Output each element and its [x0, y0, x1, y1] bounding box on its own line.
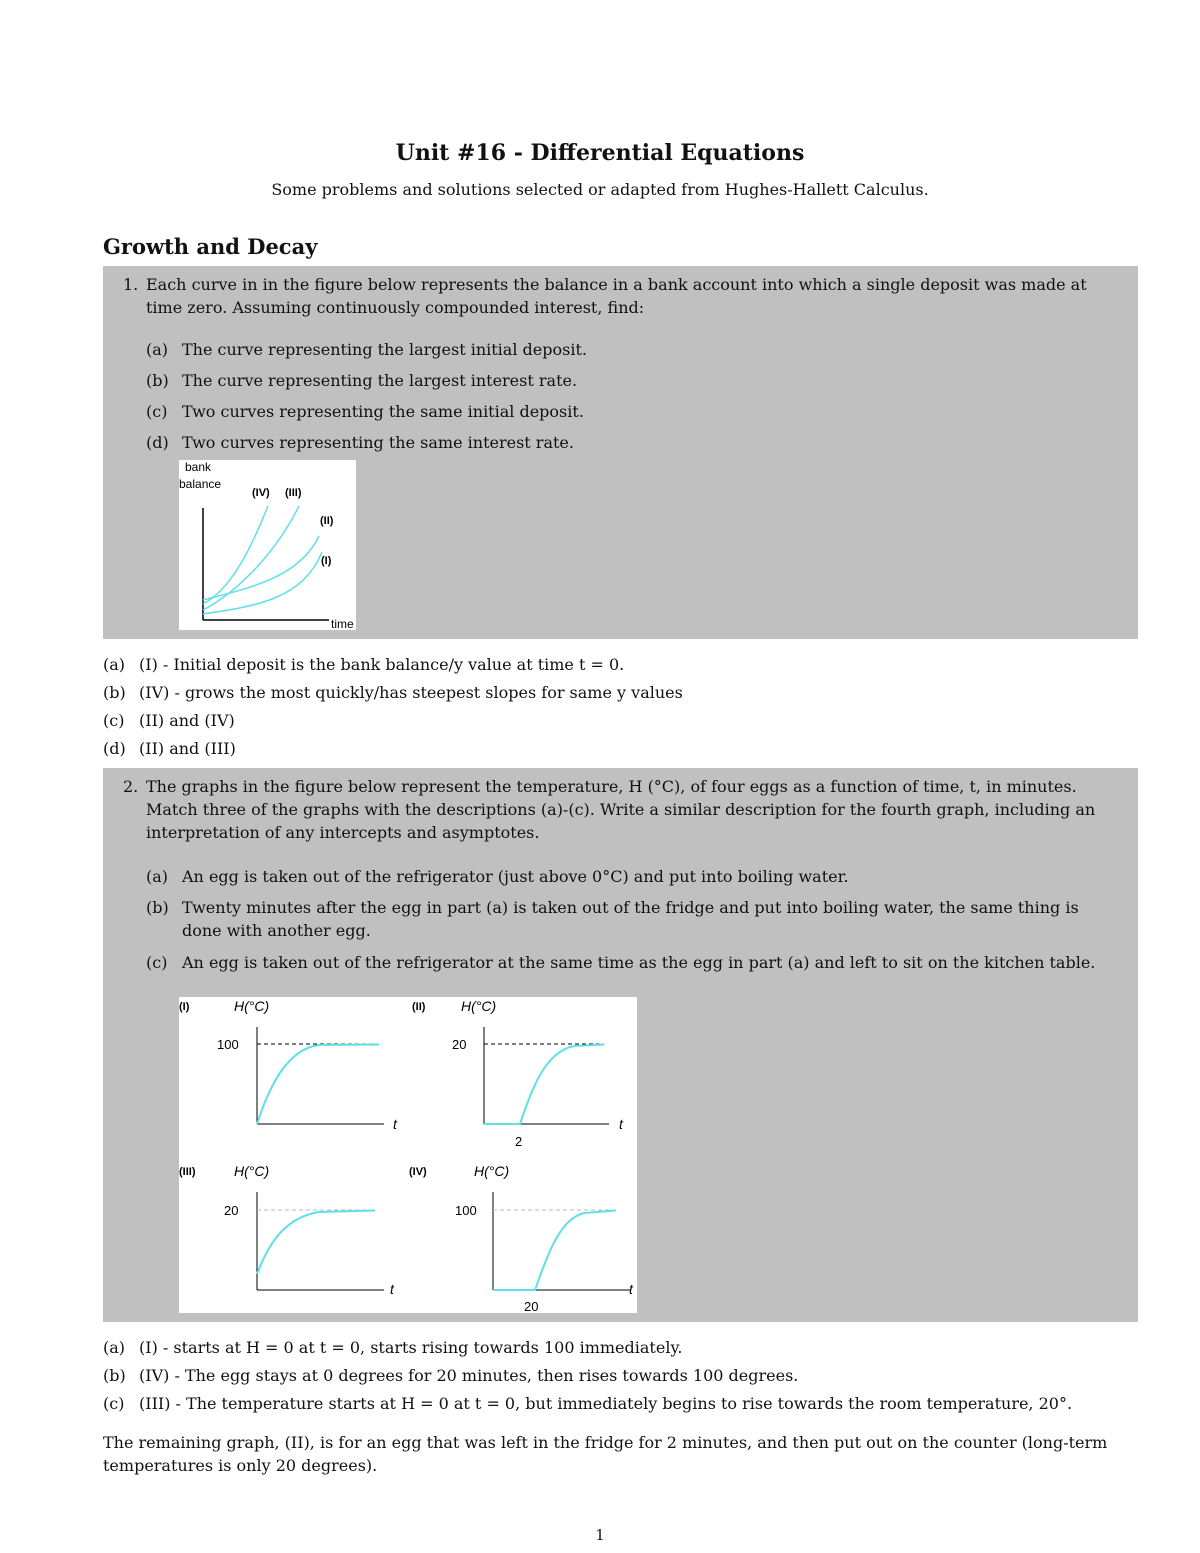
answer-label: (a) [103, 655, 126, 674]
answer-label: (a) [103, 1338, 126, 1357]
page-number: 1 [595, 1526, 605, 1544]
graph-I-id: (I) [179, 1001, 190, 1013]
part-text: Twenty minutes after the egg in part (a) is taken out of the fridge and put into boiling water, the same thing is done with another egg. [182, 898, 1079, 940]
part-text: Two curves representing the same initial deposit. [182, 402, 584, 421]
answer-text: (II) and (III) [139, 739, 236, 758]
curve-label-I: (I) [321, 555, 332, 567]
answer-label: (c) [103, 1394, 125, 1413]
curve-label-IV: (IV) [252, 487, 270, 499]
part-label: (d) [146, 433, 169, 452]
answer-label: (b) [103, 1366, 126, 1385]
answer-text: (IV) - The egg stays at 0 degrees for 20 minutes, then rises towards 100 degrees. [139, 1366, 799, 1385]
graph-I-curve [257, 1045, 379, 1125]
part-text: Two curves representing the same interest rate. [182, 433, 574, 452]
part-text: The curve representing the largest initial deposit. [182, 340, 587, 359]
answer-2c [103, 1392, 1143, 1415]
graph-II-curve [484, 1045, 604, 1125]
graph-I-asymptote-label: 100 [217, 1037, 239, 1052]
y-axis-label-line1: bank [185, 460, 212, 474]
curve-label-III: (III) [285, 487, 302, 499]
problem-1-part-c [146, 400, 584, 423]
problem-2-box [103, 768, 1138, 1322]
part-text: An egg is taken out of the refrigerator (just above 0°C) and put into boiling water. [182, 867, 849, 886]
egg-temperature-figure [179, 997, 637, 1313]
graph-I-ylabel: H(°C) [234, 998, 270, 1014]
graph-IV-delay-tick: 20 [524, 1299, 539, 1313]
answer-label: (b) [103, 683, 126, 702]
part-label: (a) [146, 867, 169, 886]
curve-IV [203, 506, 268, 604]
problem-1-part-a [146, 338, 587, 361]
graph-II-asymptote-label: 20 [452, 1037, 467, 1052]
answer-1a [103, 653, 624, 676]
remaining-graph-note: The remaining graph, (II), is for an egg that was left in the fridge for 2 minutes, and then put out on the counter (long-term temperatures is only 20 degrees). [103, 1433, 1108, 1475]
x-axis-label: time [331, 617, 354, 630]
egg-temperature-plots [179, 997, 637, 1313]
answer-text: (III) - The temperature starts at H = 0 at t = 0, but immediately begins to rise towards the room temperature, 20°. [139, 1394, 1073, 1413]
graph-I-xlabel: t [393, 1116, 397, 1132]
part-text: The curve representing the largest interest rate. [182, 371, 578, 390]
problem-1-part-d [146, 431, 574, 454]
part-text: An egg is taken out of the refrigerator at the same time as the egg in part (a) and left to sit on the kitchen table. [182, 953, 1096, 972]
graph-IV-curve [493, 1211, 616, 1291]
part-label: (b) [146, 898, 169, 917]
y-axis-label-line2: balance [179, 477, 222, 491]
part-label: (a) [146, 340, 169, 359]
graph-III-curve [257, 1211, 375, 1275]
part-label: (b) [146, 371, 169, 390]
page-subtitle: Some problems and solutions selected or adapted from Hughes-Hallett Calculus. [271, 180, 929, 199]
answer-label: (c) [103, 711, 125, 730]
graph-II-ylabel: H(°C) [461, 998, 497, 1014]
answer-1b [103, 681, 683, 704]
problem-2-part-b [146, 896, 1121, 942]
answer-1c [103, 709, 235, 732]
graph-III-id: (III) [179, 1166, 196, 1178]
graph-III-xlabel: t [390, 1281, 394, 1297]
problem-1-part-b [146, 369, 577, 392]
answer-2a [103, 1336, 682, 1359]
part-label: (c) [146, 953, 168, 972]
part-label: (c) [146, 402, 168, 421]
answer-text: (IV) - grows the most quickly/has steepest slopes for same y values [139, 683, 683, 702]
graph-IV-ylabel: H(°C) [474, 1163, 510, 1179]
section-heading: Growth and Decay [103, 234, 318, 259]
answer-1d [103, 737, 236, 760]
graph-IV-xlabel: t [629, 1281, 633, 1297]
problem-2-text: The graphs in the figure below represent the temperature, H (°C), of four eggs as a function of time, t, in minutes. Match three of the graphs with the descriptions (a)-(c). Write a similar description for the fourth graph, including an interpretation of any intercepts and asymptotes. [146, 777, 1096, 842]
graph-III-ylabel: H(°C) [234, 1163, 270, 1179]
answer-label: (d) [103, 739, 126, 758]
page-title: Unit #16 - Differential Equations [395, 140, 805, 166]
problem-2-number: 2. [123, 777, 139, 796]
graph-IV-id: (IV) [409, 1166, 427, 1178]
answer-text: (II) and (IV) [139, 711, 235, 730]
problem-2-part-c [146, 951, 1121, 974]
answer-2b [103, 1364, 798, 1387]
problem-1-text: Each curve in in the figure below represents the balance in a bank account into which a single deposit was made at time zero. Assuming continuously compounded interest, find: [146, 275, 1087, 317]
problem-1-box [103, 266, 1138, 639]
answer-text: (I) - starts at H = 0 at t = 0, starts rising towards 100 immediately. [139, 1338, 683, 1357]
answer-text: (I) - Initial deposit is the bank balance/y value at time t = 0. [139, 655, 625, 674]
graph-II-id: (II) [412, 1001, 426, 1013]
graph-II-delay-tick: 2 [515, 1134, 523, 1149]
curve-label-II: (II) [320, 515, 334, 527]
problem-2-part-a [146, 865, 1121, 888]
graph-III-asymptote-label: 20 [224, 1203, 239, 1218]
problem-1-number: 1. [123, 275, 139, 294]
graph-II-xlabel: t [619, 1116, 623, 1132]
graph-IV-asymptote-label: 100 [455, 1203, 477, 1218]
bank-balance-plot [179, 460, 356, 630]
bank-balance-figure [179, 460, 356, 630]
